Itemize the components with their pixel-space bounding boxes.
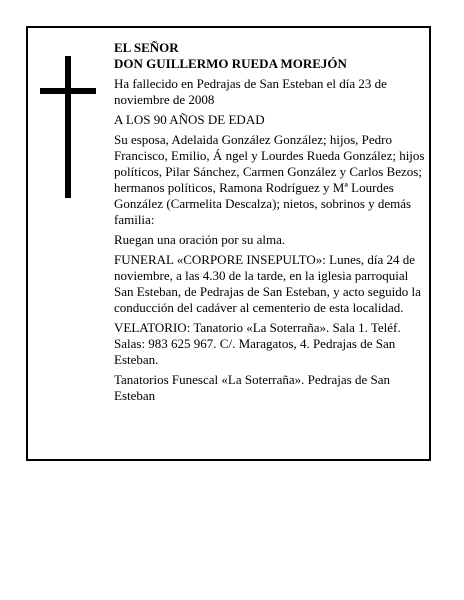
funeral-info: FUNERAL «CORPORE INSEPULTO»: Lunes, día 24 de noviembre, a las 4.30 de la tarde, en la iglesia parroquial San Esteban, de Pedrajas de San Esteban, y acto seguido la conducción del cadáver al cementerio de esta localidad.	[114, 252, 421, 315]
death-info: Ha fallecido en Pedrajas de San Esteban el día 23 de noviembre de 2008	[114, 76, 387, 107]
prayer-request: Ruegan una oración por su alma.	[114, 232, 286, 247]
wake-info: VELATORIO: Tanatorio «La Soterraña». Sala 1. Teléf. Salas: 983 625 967. C/. Maragatos, 4. Pedrajas de San Esteban.	[114, 320, 401, 367]
notice-title-line1: EL SEÑOR	[114, 40, 179, 55]
age-info: A LOS 90 AÑOS DE EDAD	[114, 112, 265, 127]
cross-vertical-bar	[65, 56, 71, 198]
notice-text	[114, 40, 426, 408]
funeral-home-info: Tanatorios Funescal «La Soterraña». Pedrajas de San Esteban	[114, 372, 390, 403]
obituary-notice	[26, 26, 431, 461]
latin-cross-icon	[40, 56, 96, 198]
family-list: Su esposa, Adelaida González González; hijos, Pedro Francisco, Emilio, Á ngel y Lourdes Rueda González; hijos políticos, Pilar Sánchez, Carmen González y Carlos Bezos; hermanos políticos, Ramona Rodríguez y Mª Lourdes González (Carmelita Descalza); nietos, sobrinos y demás familia:	[114, 132, 425, 227]
cross-horizontal-bar	[40, 88, 96, 94]
notice-title-line2: DON GUILLERMO RUEDA MOREJÓN	[114, 56, 347, 71]
